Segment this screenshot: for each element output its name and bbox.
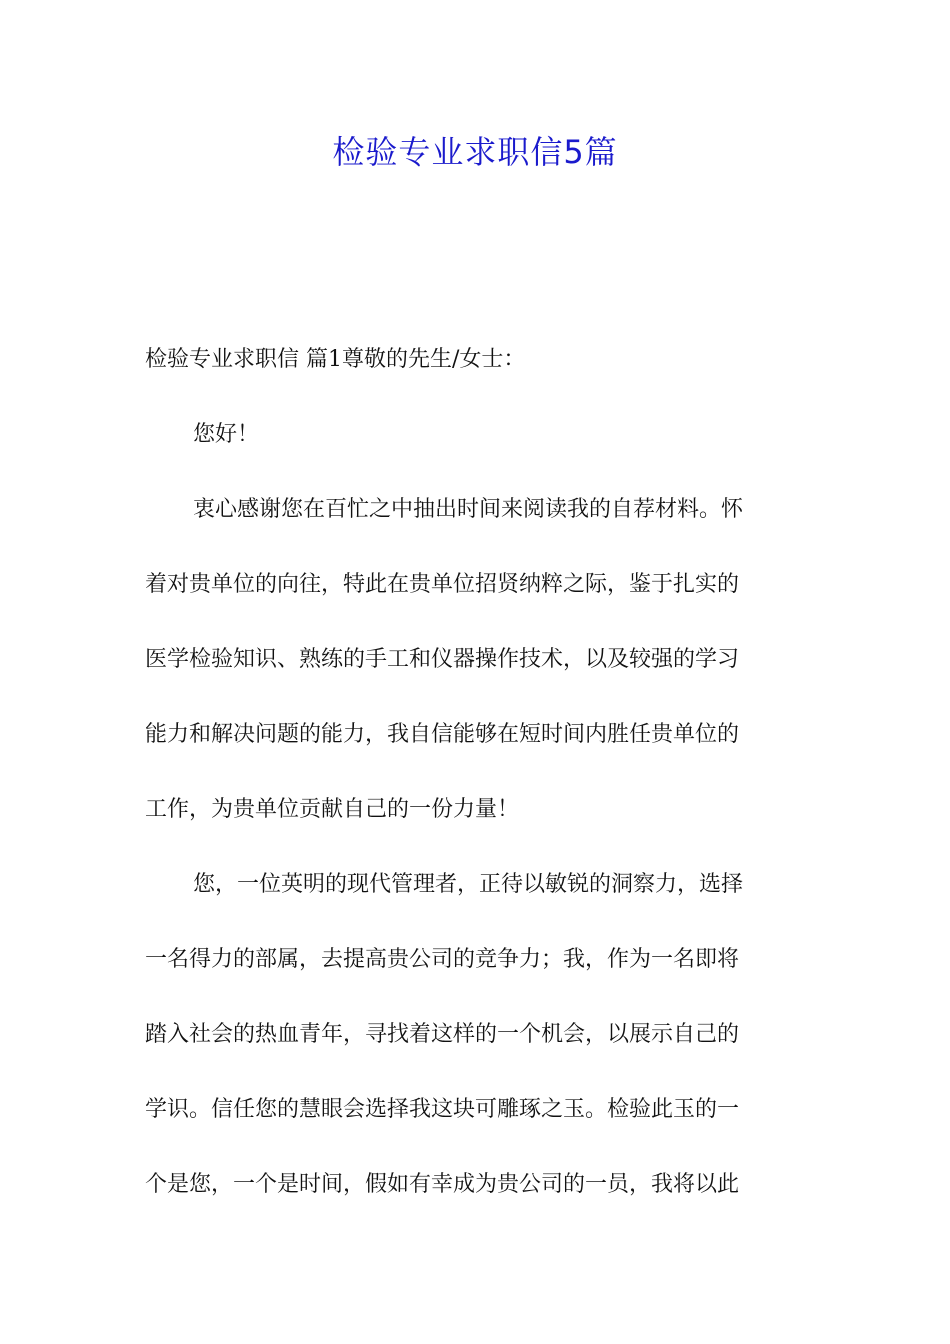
- paragraph-line: 学识。信任您的慧眼会选择我这块可雕琢之玉。检验此玉的一: [145, 1097, 740, 1122]
- section-heading: 检验专业求职信 篇1尊敬的先生/女士：: [145, 347, 526, 372]
- paragraph-line: 工作，为贵单位贡献自己的一份力量！: [145, 797, 520, 822]
- paragraph-line: 个是您，一个是时间，假如有幸成为贵公司的一员，我将以此: [145, 1172, 740, 1197]
- paragraph-line: 踏入社会的热血青年，寻找着这样的一个机会，以展示自己的: [145, 1022, 740, 1047]
- paragraph-line: 能力和解决问题的能力，我自信能够在短时间内胜任贵单位的: [145, 722, 740, 747]
- paragraph-line: 着对贵单位的向往，特此在贵单位招贤纳粹之际，鉴于扎实的: [145, 572, 740, 597]
- paragraph-line: 一名得力的部属，去提高贵公司的竞争力；我，作为一名即将: [145, 947, 740, 972]
- paragraph-line: 医学检验知识、熟练的手工和仪器操作技术，以及较强的学习: [145, 647, 740, 672]
- paragraph-line: 您，一位英明的现代管理者，正待以敏锐的洞察力，选择: [193, 872, 744, 897]
- greeting-line: 您好！: [193, 422, 260, 447]
- paragraph-line: 衷心感谢您在百忙之中抽出时间来阅读我的自荐材料。怀: [193, 497, 744, 522]
- document-title: 检验专业求职信5篇: [332, 133, 618, 171]
